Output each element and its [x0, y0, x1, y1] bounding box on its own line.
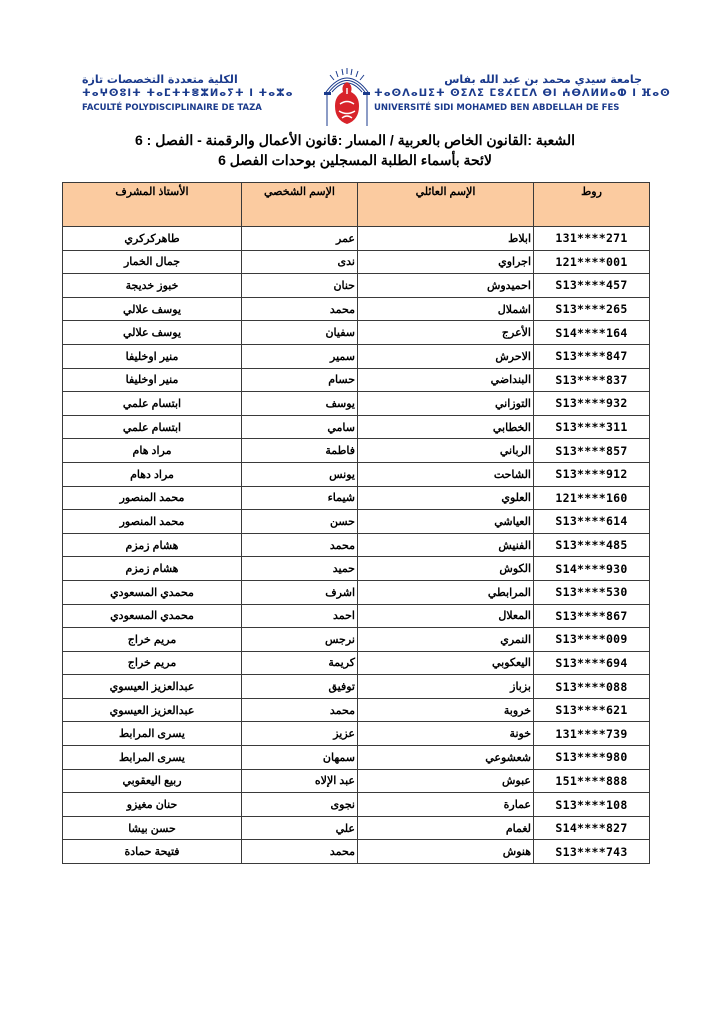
table-row [63, 227, 650, 251]
family-name-cell: بزباز [358, 675, 534, 699]
table-row [63, 462, 650, 486]
table-row [63, 722, 650, 746]
table-row [63, 250, 650, 274]
supervisor-cell: منير اوخليفا [63, 368, 242, 392]
family-name-cell: هنوش [358, 840, 534, 864]
supervisor-cell: طاهركركري [63, 227, 242, 251]
first-name-cell: عمر [242, 227, 358, 251]
supervisor-cell: يسرى المرابط [63, 746, 242, 770]
table-row [63, 698, 650, 722]
supervisor-cell: يوسف علالي [63, 321, 242, 345]
table-row [63, 368, 650, 392]
table-row [63, 486, 650, 510]
family-name-cell: الاحرش [358, 344, 534, 368]
student-code-cell: 131****271 [534, 227, 650, 251]
first-name-cell: محمد [242, 297, 358, 321]
first-name-cell: سمهان [242, 746, 358, 770]
first-name-cell: نجوى [242, 793, 358, 817]
table-row [63, 557, 650, 581]
student-code-cell: S13****265 [534, 297, 650, 321]
first-name-cell: ندى [242, 250, 358, 274]
student-code-cell: 121****160 [534, 486, 650, 510]
table-row [63, 510, 650, 534]
first-name-cell: سفيان [242, 321, 358, 345]
first-name-cell: احمد [242, 604, 358, 628]
family-name-cell: الخطابي [358, 415, 534, 439]
supervisor-cell: جمال الخمار [63, 250, 242, 274]
table-row [63, 297, 650, 321]
first-name-cell: اشرف [242, 580, 358, 604]
supervisor-cell: ربيع اليعقوبي [63, 769, 242, 793]
table-row [63, 840, 650, 864]
family-name-cell: التوزاني [358, 392, 534, 416]
first-name-cell: محمد [242, 698, 358, 722]
supervisor-cell: محمدي المسعودي [63, 580, 242, 604]
faculty-block [82, 72, 322, 115]
first-name-cell: يونس [242, 462, 358, 486]
family-name-cell: لغمام [358, 816, 534, 840]
supervisor-cell: مريم خراج [63, 628, 242, 652]
first-name-cell: سمير [242, 344, 358, 368]
student-code-cell: S14****827 [534, 816, 650, 840]
first-name-cell: يوسف [242, 392, 358, 416]
family-name-cell: اجراوي [358, 250, 534, 274]
document-subtitle: لائحة بأسماء الطلبة المسجلين بوحدات الفصل 6 [218, 152, 492, 168]
supervisor-cell: محمدي المسعودي [63, 604, 242, 628]
supervisor-cell: حسن بيشا [63, 816, 242, 840]
family-name-cell: الفنيش [358, 533, 534, 557]
first-name-cell: شيماء [242, 486, 358, 510]
table-row [63, 580, 650, 604]
student-code-cell: S13****530 [534, 580, 650, 604]
university-logo [320, 66, 374, 128]
supervisor-cell: عبدالعزيز العيسوي [63, 698, 242, 722]
supervisor-cell: خبوز خديجة [63, 274, 242, 298]
faculty-name-french: FACULTÉ POLYDISCIPLINAIRE DE TAZA [82, 103, 262, 113]
faculty-name-arabic: الكلية متعددة التخصصات تازة [82, 73, 238, 86]
column-header-supervisor: الأستاذ المشرف [63, 183, 242, 227]
student-code-cell: S13****088 [534, 675, 650, 699]
student-code-cell: S13****009 [534, 628, 650, 652]
family-name-cell: النمري [358, 628, 534, 652]
student-code-cell: S13****485 [534, 533, 650, 557]
student-code-cell: S13****980 [534, 746, 650, 770]
supervisor-cell: ابتسام علمي [63, 392, 242, 416]
student-code-cell: S13****108 [534, 793, 650, 817]
supervisor-cell: يوسف علالي [63, 297, 242, 321]
supervisor-cell: حنان مغيزو [63, 793, 242, 817]
family-name-cell: ابلاط [358, 227, 534, 251]
table-row [63, 769, 650, 793]
first-name-cell: حسن [242, 510, 358, 534]
family-name-cell: الشاحت [358, 462, 534, 486]
supervisor-cell: منير اوخليفا [63, 344, 242, 368]
column-header-first-name: الإسم الشخصي [242, 183, 358, 227]
table-row [63, 675, 650, 699]
university-name-arabic: جامعة سيدي محمد بن عبد الله بفاس [444, 73, 642, 86]
family-name-cell: اشملال [358, 297, 534, 321]
student-code-cell: S13****837 [534, 368, 650, 392]
family-name-cell: العياشي [358, 510, 534, 534]
family-name-cell: احميدوش [358, 274, 534, 298]
first-name-cell: سامي [242, 415, 358, 439]
student-code-cell: 131****739 [534, 722, 650, 746]
supervisor-cell: مريم خراج [63, 651, 242, 675]
institution-header [82, 66, 671, 126]
table-row [63, 628, 650, 652]
table-row [63, 274, 650, 298]
table-body [63, 227, 650, 864]
first-name-cell: توفيق [242, 675, 358, 699]
table-row [63, 321, 650, 345]
student-code-cell: S13****912 [534, 462, 650, 486]
table-row [63, 533, 650, 557]
table-row [63, 746, 650, 770]
table-row [63, 344, 650, 368]
document-title: الشعبة :القانون الخاص بالعربية / المسار :قانون الأعمال والرقمنة - الفصل : 6 [135, 132, 575, 148]
supervisor-cell: ابتسام علمي [63, 415, 242, 439]
family-name-cell: العلوي [358, 486, 534, 510]
first-name-cell: حنان [242, 274, 358, 298]
first-name-cell: عبد الإلاه [242, 769, 358, 793]
supervisor-cell: هشام زمزم [63, 557, 242, 581]
family-name-cell: الرباني [358, 439, 534, 463]
column-header-family-name: الإسم العائلي [358, 183, 534, 227]
table-row [63, 651, 650, 675]
student-code-cell: S13****847 [534, 344, 650, 368]
student-code-cell: S13****857 [534, 439, 650, 463]
first-name-cell: حميد [242, 557, 358, 581]
student-code-cell: S14****930 [534, 557, 650, 581]
family-name-cell: خونة [358, 722, 534, 746]
family-name-cell: خروبة [358, 698, 534, 722]
supervisor-cell: مراد هام [63, 439, 242, 463]
supervisor-cell: محمد المنصور [63, 486, 242, 510]
student-code-cell: S14****164 [534, 321, 650, 345]
first-name-cell: نرجس [242, 628, 358, 652]
table-row [63, 392, 650, 416]
student-code-cell: S13****621 [534, 698, 650, 722]
student-code-cell: 151****888 [534, 769, 650, 793]
table-row [63, 415, 650, 439]
university-block [374, 72, 671, 115]
column-header-code: روط [534, 183, 650, 227]
student-code-cell: S13****614 [534, 510, 650, 534]
first-name-cell: فاطمة [242, 439, 358, 463]
first-name-cell: محمد [242, 533, 358, 557]
first-name-cell: كريمة [242, 651, 358, 675]
student-code-cell: S13****867 [534, 604, 650, 628]
supervisor-cell: يسرى المرابط [63, 722, 242, 746]
table-row [63, 604, 650, 628]
university-name-tifinagh: ⵜⴰⵙⴷⴰⵡⵉⵜ ⵙⵉⴷⵉ ⵎⵓⵃⵎⵎⴷ ⴱⵏ ⵄⴱⴷⵍⵍⴰⵀ ⵏ ⴼⴰⵙ [374, 88, 671, 99]
student-code-cell: S13****457 [534, 274, 650, 298]
university-name-french: UNIVERSITÉ SIDI MOHAMED BEN ABDELLAH DE FES [374, 103, 620, 113]
family-name-cell: الأعرج [358, 321, 534, 345]
family-name-cell: عمارة [358, 793, 534, 817]
student-code-cell: S13****932 [534, 392, 650, 416]
supervisor-cell: عبدالعزيز العيسوي [63, 675, 242, 699]
supervisor-cell: محمد المنصور [63, 510, 242, 534]
supervisor-cell: مراد دهام [63, 462, 242, 486]
family-name-cell: الكوش [358, 557, 534, 581]
student-code-cell: S13****743 [534, 840, 650, 864]
student-code-cell: S13****694 [534, 651, 650, 675]
table-header-row [63, 183, 650, 227]
faculty-name-tifinagh: ⵜⴰⵖⵙⵓⵏⵜ ⵜⴰⵎⵜⵜⴻⵣⵍⴰⵢⵜ ⵏ ⵜⴰⵣⴰ [82, 88, 294, 99]
first-name-cell: محمد [242, 840, 358, 864]
students-table [62, 182, 650, 864]
family-name-cell: شعشوعي [358, 746, 534, 770]
family-name-cell: البنداضي [358, 368, 534, 392]
first-name-cell: علي [242, 816, 358, 840]
table-row [63, 439, 650, 463]
family-name-cell: المرابطي [358, 580, 534, 604]
family-name-cell: عبوش [358, 769, 534, 793]
first-name-cell: عزيز [242, 722, 358, 746]
family-name-cell: المعلال [358, 604, 534, 628]
student-code-cell: 121****001 [534, 250, 650, 274]
supervisor-cell: هشام زمزم [63, 533, 242, 557]
family-name-cell: اليعكوبي [358, 651, 534, 675]
supervisor-cell: فتيحة حمادة [63, 840, 242, 864]
first-name-cell: حسام [242, 368, 358, 392]
student-code-cell: S13****311 [534, 415, 650, 439]
table-row [63, 816, 650, 840]
table-row [63, 793, 650, 817]
